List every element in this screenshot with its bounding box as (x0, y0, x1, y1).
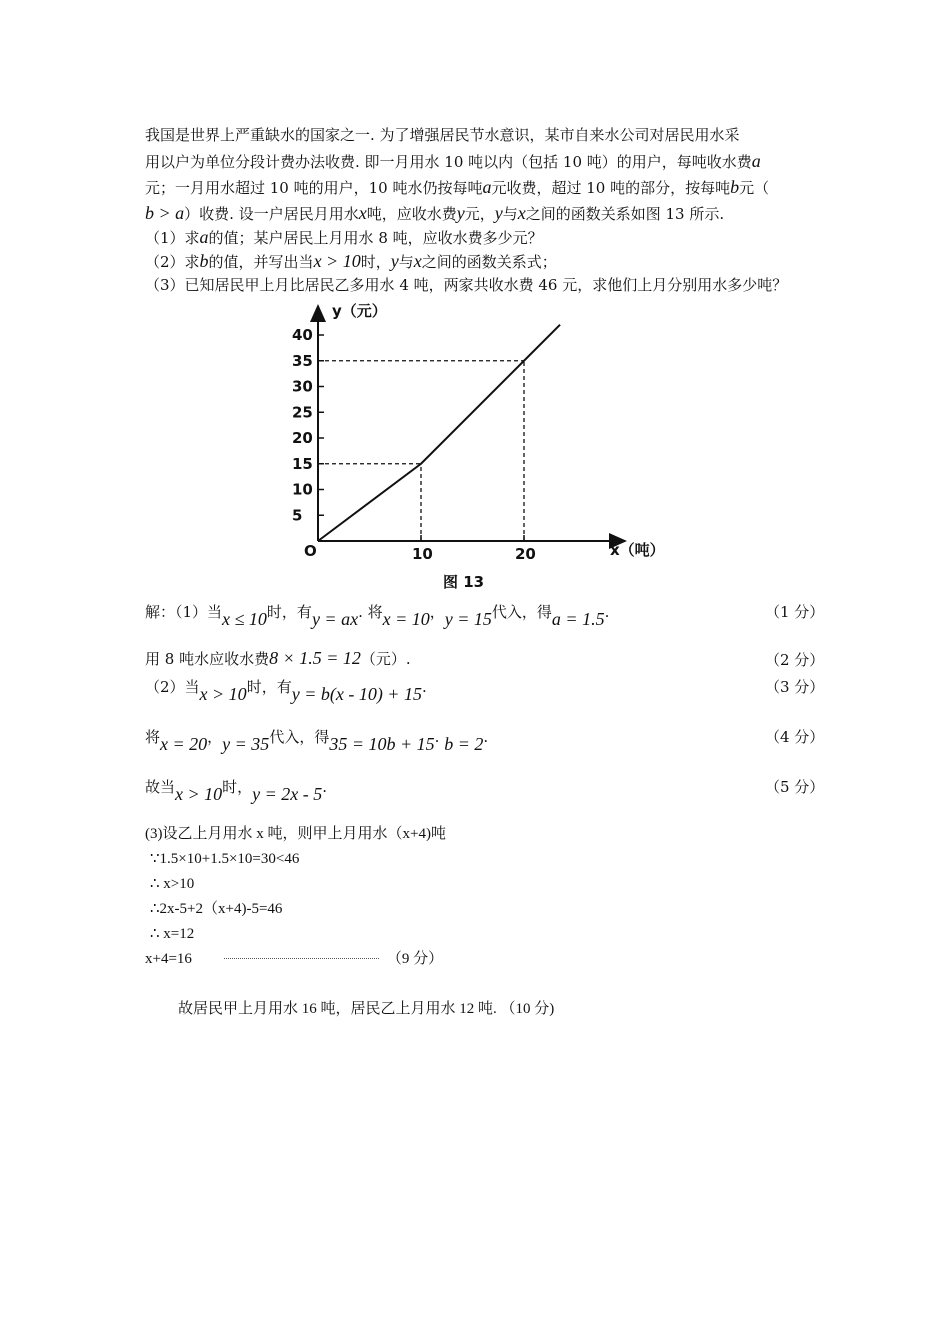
solution-line-10: ∴ x=12 (150, 926, 195, 942)
y-tick-label: 40 (292, 326, 313, 344)
solution-line-5 (145, 776, 328, 804)
solution-line-8: ∴ x>10 (150, 876, 195, 892)
y-tick-label: 5 (292, 506, 303, 525)
question-text: 的值；某户居民上月用水 8 吨，应收水费多少元？ (208, 229, 543, 247)
question-text: 与 (398, 253, 414, 271)
problem-text: 之间的函数关系如图 13 所示. (525, 205, 725, 223)
y-tick-label: 10 (292, 480, 313, 499)
math-x: x (413, 251, 422, 271)
solution-line-3 (145, 676, 427, 704)
solution-text: . 将 (358, 603, 383, 621)
figure-caption: 图 13 (443, 573, 485, 591)
problem-text: 与 (502, 205, 518, 223)
question-text: （1）求 (145, 229, 200, 247)
solution-text: 时， (222, 778, 253, 796)
problem-text: 我国是世界上严重缺水的国家之一. 为了增强居民节水意识，某市自来水公司对居民用水采 (145, 126, 740, 144)
question-text: 之间的函数关系式； (421, 253, 557, 271)
math-b: b (199, 251, 209, 271)
question-3 (145, 275, 787, 295)
solution-text: 用 8 吨水应收水费 (145, 650, 270, 668)
solution-text: ， (207, 728, 223, 746)
solution-text: ， (429, 603, 445, 621)
solution-line-7: ∵1.5×10+1.5×10=30<46 (150, 851, 300, 867)
math-expression: x = 20 (160, 734, 208, 754)
math-y: y (390, 251, 399, 271)
math-a: a (482, 177, 492, 197)
solution-text: . (604, 603, 610, 621)
question-text: 时， (360, 253, 391, 271)
problem-line-1 (145, 125, 740, 145)
solution-line-9: ∴2x-5+2（x+4)-5=46 (150, 901, 283, 917)
math-expression: b = 2 (444, 734, 484, 754)
math-x: x (517, 203, 526, 223)
y-tick-label: 30 (292, 377, 313, 396)
problem-text: 吨，应收水费 (366, 205, 457, 223)
solution-text: . (434, 728, 440, 746)
math-a: a (751, 151, 761, 171)
math-condition: x > 10 (313, 251, 361, 271)
question-text: 的值，并写出当 (208, 253, 314, 271)
problem-line-3 (145, 177, 769, 198)
math-expression: a = 1.5 (551, 609, 605, 629)
problem-text: ）收费. 设一户居民月用水 (184, 205, 359, 223)
question-text: （3）已知居民甲上月比居民乙多用水 4 吨，两家共收水费 46 元，求他们上月分别用水多少吨？ (145, 276, 788, 294)
question-1 (145, 227, 543, 248)
y-tick-label: 20 (292, 429, 313, 447)
math-expression: y = 2x - 5 (252, 784, 323, 804)
solution-line-4 (145, 726, 489, 754)
math-inequality: b > a (145, 203, 185, 223)
x-tick-label: 20 (515, 545, 536, 563)
problem-text: 元， (464, 205, 495, 223)
y-tick-label: 35 (292, 351, 313, 370)
y-tick-label: 15 (292, 454, 313, 473)
solution-text: 时，有 (246, 678, 292, 696)
solution-text: 故当 (145, 778, 176, 796)
score-label: （5 分） (765, 778, 825, 796)
math-y: y (456, 203, 465, 223)
solution-text: （元）. (360, 650, 411, 668)
question-2 (145, 251, 557, 272)
solution-text: 代入，得 (491, 603, 552, 621)
solution-line-11 (145, 949, 443, 969)
solution-text: . (421, 678, 427, 696)
conclusion: 故居民甲上月用水 16 吨，居民乙上月用水 12 吨. （10 分) (178, 1001, 555, 1017)
problem-text: 用以户为单位分段计费办法收费. 即一月用水 10 吨以内（包括 10 吨）的用户，每吨收水费 (145, 153, 752, 171)
x-tick-label: 10 (412, 545, 433, 563)
math-expression: y = 15 (444, 609, 492, 629)
math-expression: y = 35 (222, 734, 270, 754)
problem-line-4 (145, 203, 724, 224)
score-label: （9 分） (386, 951, 444, 967)
problem-text: 元（ (739, 179, 770, 197)
math-expression: x > 10 (175, 784, 223, 804)
solution-text: （2）当 (145, 678, 200, 696)
math-y: y (494, 203, 503, 223)
dotted-leader (224, 958, 379, 959)
solution-line-2 (145, 648, 411, 669)
solution-text: . (483, 728, 489, 746)
math-x: x (358, 203, 367, 223)
math-expression: y = ax (311, 609, 359, 629)
solution-text: . (322, 778, 328, 796)
function-graph (270, 298, 690, 593)
score-label: （4 分） (765, 728, 825, 746)
math-expression: x = 10 (382, 609, 430, 629)
question-text: （2）求 (145, 253, 200, 271)
problem-text: 元收费，超过 10 吨的部分，按每吨 (491, 179, 731, 197)
score-label: （1 分） (765, 603, 825, 621)
x-axis-label: x（吨） (610, 541, 665, 559)
solution-text: 解：（1）当 (145, 603, 223, 621)
solution-line-1 (145, 601, 610, 629)
solution-text: x+4=16 (145, 951, 192, 967)
math-expression: x ≤ 10 (222, 609, 267, 629)
y-tick-label: 25 (292, 403, 313, 422)
math-a: a (199, 227, 209, 247)
math-expression: 35 = 10b + 15 (329, 734, 435, 754)
math-expression: 8 × 1.5 = 12 (269, 648, 361, 668)
score-label: （3 分） (765, 678, 825, 696)
score-label: （2 分） (765, 651, 825, 669)
solution-text: 时，有 (266, 603, 312, 621)
solution-line-6: (3)设乙上月用水 x 吨，则甲上月用水（x+4)吨 (145, 826, 446, 842)
math-expression: x > 10 (199, 684, 247, 704)
y-axis-label: y（元） (332, 302, 387, 320)
math-b: b (730, 177, 740, 197)
solution-text: 代入，得 (269, 728, 330, 746)
solution-text: 将 (145, 728, 161, 746)
problem-text: 元；一月用水超过 10 吨的用户，10 吨水仍按每吨 (145, 179, 483, 197)
problem-line-2 (145, 151, 761, 172)
origin-label: O (304, 542, 317, 560)
math-expression: y = b(x - 10) + 15 (291, 684, 422, 704)
